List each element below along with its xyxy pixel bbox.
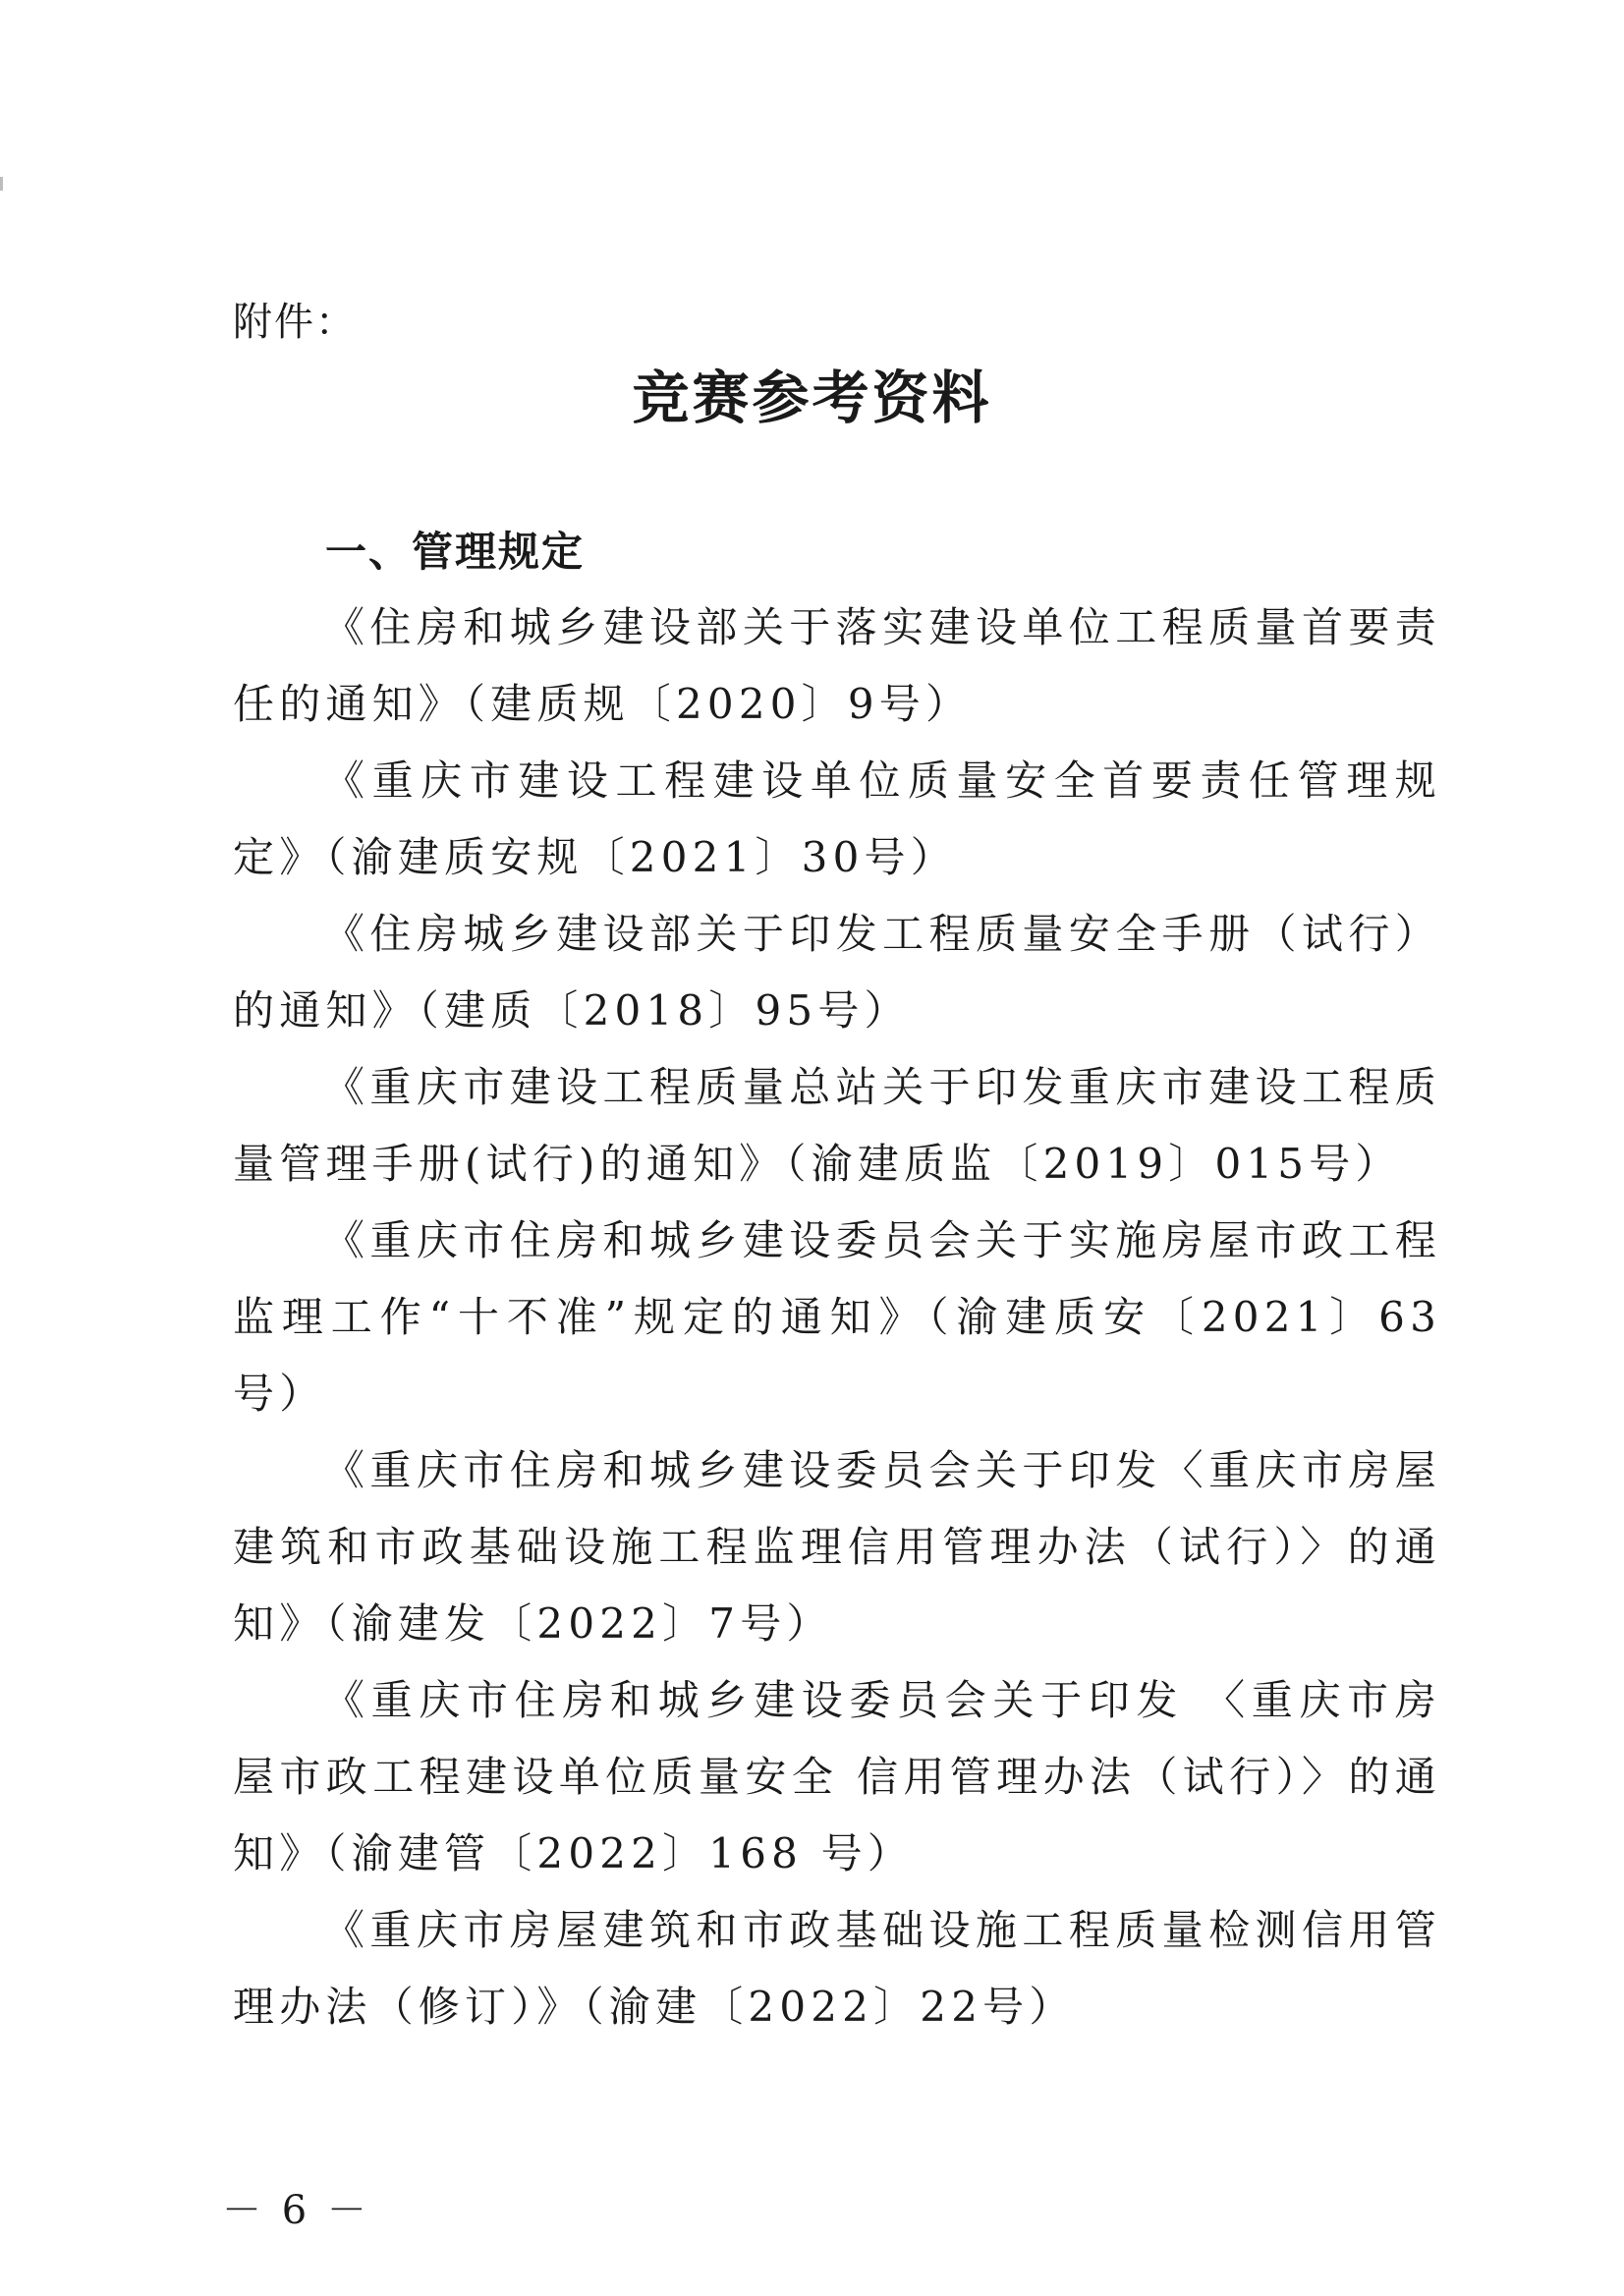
section-heading: 一、管理规定 bbox=[325, 528, 586, 576]
reference-item: 《重庆市住房和城乡建设委员会关于实施房屋市政工程监理工作“十不准”规定的通知》（渝建质安〔2021〕63号） bbox=[233, 1216, 1441, 1418]
scan-edge-mark bbox=[0, 177, 3, 191]
reference-item: 《重庆市房屋建筑和市政基础设施工程质量检测信用管理办法（修订）》（渝建〔2022〕22号） bbox=[233, 1906, 1441, 2031]
attachment-label: 附件： bbox=[233, 300, 357, 345]
reference-item: 《重庆市住房和城乡建设委员会关于印发〈重庆市房屋建筑和市政基础设施工程监理信用管理办法（试行）〉的通知》（渝建发〔2022〕7号） bbox=[233, 1446, 1441, 1648]
page-number: － 6 － bbox=[222, 2188, 370, 2233]
reference-item: 《住房和城乡建设部关于落实建设单位工程质量首要责任的通知》（建质规〔2020〕9号） bbox=[233, 603, 1441, 728]
reference-item: 《住房城乡建设部关于印发工程质量安全手册（试行）的通知》（建质〔2018〕95号） bbox=[233, 910, 1441, 1035]
document-title: 竞赛参考资料 bbox=[632, 364, 992, 431]
reference-list bbox=[233, 589, 1441, 2045]
reference-item: 《重庆市建设工程质量总站关于印发重庆市建设工程质量管理手册(试行)的通知》（渝建质监〔2019〕015号） bbox=[233, 1063, 1441, 1188]
reference-item: 《重庆市建设工程建设单位质量安全首要责任管理规定》（渝建质安规〔2021〕30号） bbox=[233, 756, 1441, 881]
reference-item: 《重庆市住房和城乡建设委员会关于印发 〈重庆市房屋市政工程建设单位质量安全 信用管理办法（试行）〉的通知》（渝建管〔2022〕168 号） bbox=[233, 1676, 1441, 1877]
